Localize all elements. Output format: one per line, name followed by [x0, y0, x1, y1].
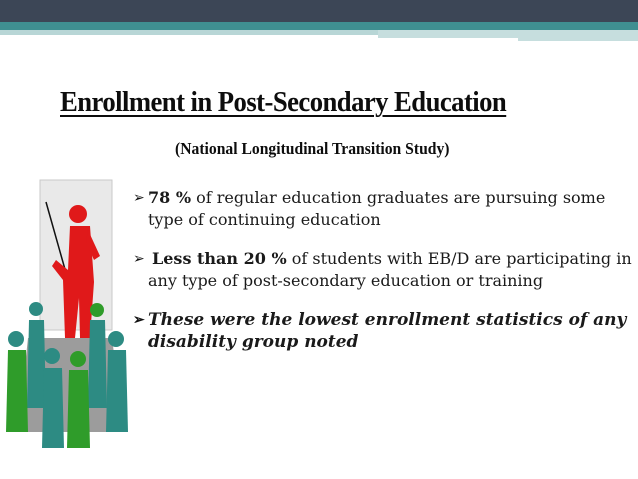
classroom-presenter-illustration: [0, 170, 140, 460]
bullet-item: [133, 309, 633, 353]
bullet-strong: Less than 20 %: [152, 249, 287, 268]
slide-subtitle: (National Longitudinal Transition Study): [175, 139, 450, 158]
slide-title: Enrollment in Post-Secondary Education: [60, 86, 507, 118]
header-band-dark: [0, 0, 638, 22]
arrow-bullet-icon: ➢: [133, 190, 145, 206]
bullet-text: of regular education graduates are pursuing some type of continuing education: [148, 188, 606, 229]
header-band-teal: [0, 22, 638, 30]
bullet-item: [133, 187, 633, 231]
arrow-bullet-icon: ➢: [133, 312, 145, 328]
bullet-item: [133, 248, 633, 292]
header-tab-left: [378, 30, 518, 38]
header-tab-right: [518, 30, 638, 41]
bullet-text: of students with EB/D are participating in any type of post-secondary education or training: [148, 249, 632, 290]
bullet-strong: 78 %: [148, 188, 192, 207]
arrow-bullet-icon: ➢: [133, 251, 145, 267]
bullet-strong: These were the lowest enrollment statistics of any disability group noted: [148, 310, 627, 352]
bullet-list: [133, 187, 633, 370]
